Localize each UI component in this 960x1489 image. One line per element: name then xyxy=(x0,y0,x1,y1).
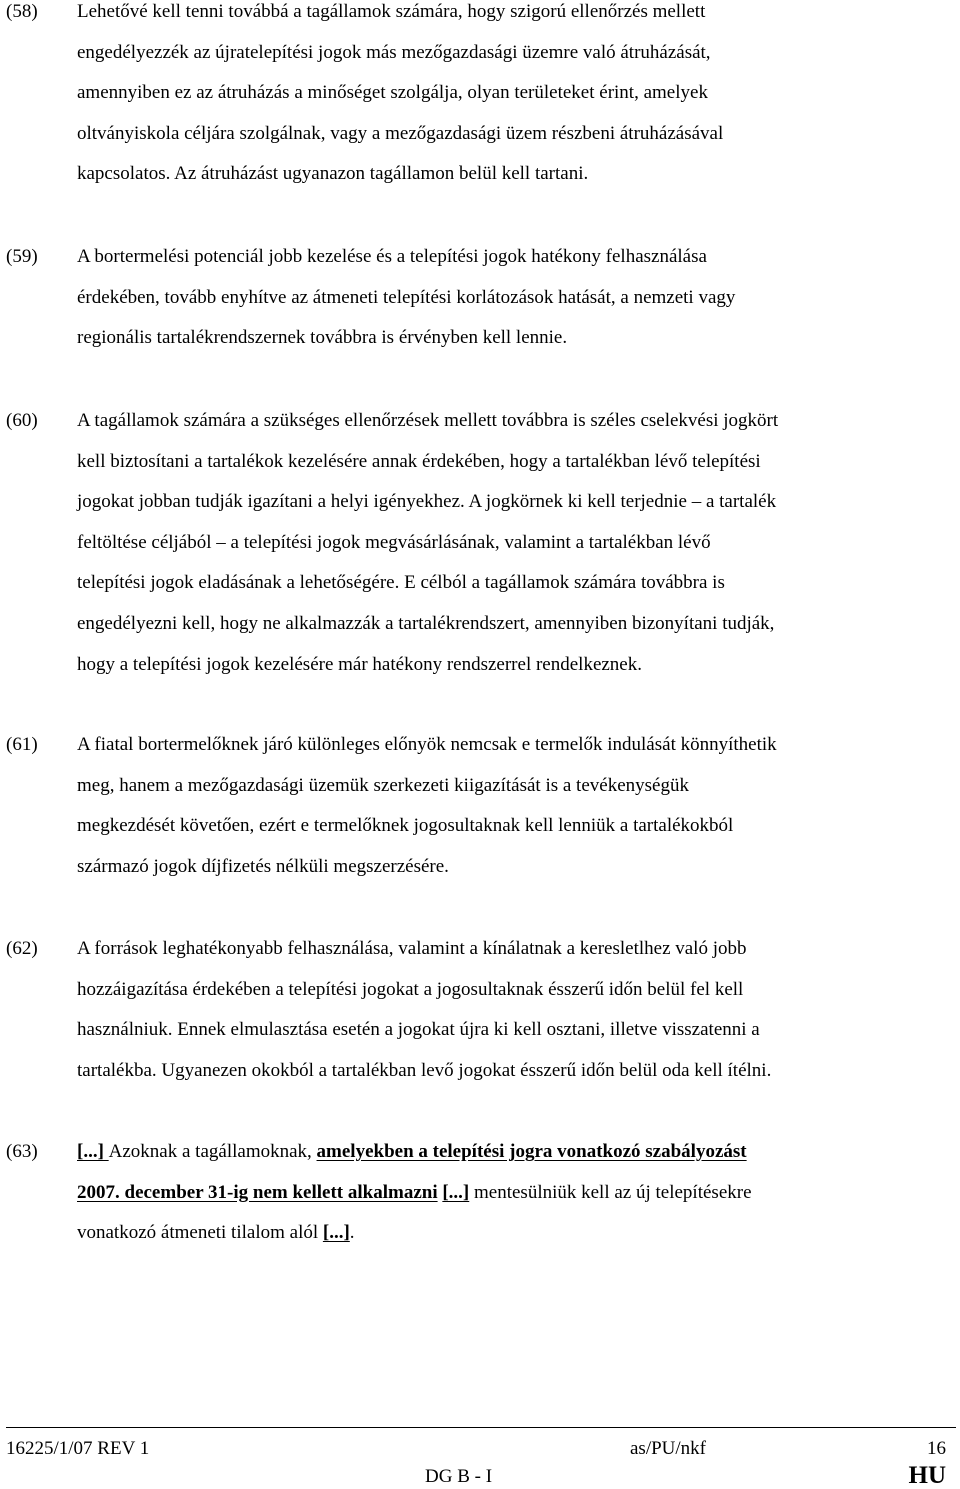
paragraph-number: (59) xyxy=(6,246,38,267)
deletion-marker: [...] xyxy=(442,1181,470,1203)
text-line: kell biztosítani a tartalékok kezelésére annak érdekében, hogy a tartalékban lévő telepítési xyxy=(77,450,761,472)
text-line: telepítési jogok eladásának a lehetőségére. E célból a tagállamok számára továbbra is xyxy=(77,572,725,594)
paragraph-63 xyxy=(6,1132,952,1254)
text-line: feltöltése céljából – a telepítési jogok megvásárlásának, valamint a tartalékban lévő xyxy=(77,531,711,553)
text-line: érdekében, tovább enyhítve az átmeneti telepítési korlátozások hatását, a nemzeti vagy xyxy=(77,286,736,308)
paragraph-61 xyxy=(6,725,952,887)
paragraph-number: (61) xyxy=(6,734,38,755)
deletion-marker: [...] xyxy=(77,1141,109,1162)
text-line: A források leghatékonyabb felhasználása, valamint a kínálatnak a keresletlhez való jobb xyxy=(77,938,747,959)
paragraph-text xyxy=(77,0,952,195)
paragraph-number: (58) xyxy=(6,1,38,22)
author-initials: as/PU/nkf xyxy=(630,1438,706,1459)
paragraph-62 xyxy=(6,929,952,1091)
paragraph-59 xyxy=(6,237,952,359)
document-code: 16225/1/07 REV 1 xyxy=(6,1438,150,1459)
paragraph-text xyxy=(77,725,952,887)
text-line: engedélyezni kell, hogy ne alkalmazzák a tartalékrendszert, amennyiben bizonyítani tudják, xyxy=(77,612,775,634)
text-line: kapcsolatos. Az átruházást ugyanazon tagállamon belül kell tartani. xyxy=(77,163,589,185)
text-run: mentesülniük kell az új telepítésekre xyxy=(469,1181,752,1203)
text-line: meg, hanem a mezőgazdasági üzemük szerkezeti kiigazítását is a tevékenységük xyxy=(77,774,689,796)
paragraph-text xyxy=(77,237,952,359)
language-code: HU xyxy=(908,1462,946,1489)
paragraph-text xyxy=(77,401,952,685)
text-line: regionális tartalékrendszernek továbbra is érvényben kell lennie. xyxy=(77,327,568,349)
paragraph-60 xyxy=(6,401,952,685)
text-line: megkezdését követően, ezért e termelőknek jogosultaknak kell lenniük a tartalékokból xyxy=(77,815,734,837)
text-line: A fiatal bortermelőknek járó különleges előnyök nemcsak e termelők indulását könnyíthetik xyxy=(77,734,777,755)
directorate: DG B - I xyxy=(425,1466,493,1487)
text-line: Lehetővé kell tenni továbbá a tagállamok számára, hogy szigorú ellenőrzés mellett xyxy=(77,1,706,22)
text-run: Azoknak a tagállamoknak, xyxy=(108,1141,317,1162)
paragraph-text xyxy=(77,929,952,1091)
amended-text: 2007. december 31-ig nem kellett alkalmazni xyxy=(77,1181,438,1203)
text-line: amennyiben ez az átruházás a minőséget szolgálja, olyan területeket érint, amelyek xyxy=(77,82,708,104)
footer-divider xyxy=(6,1427,956,1428)
paragraph-58 xyxy=(6,0,952,195)
text-run: . xyxy=(349,1222,355,1244)
text-line: jogokat jobban tudják igazítani a helyi igényekhez. A jogkörnek ki kell terjednie – a tartalék xyxy=(77,491,777,513)
page-number: 16 xyxy=(927,1438,946,1459)
paragraph-number: (62) xyxy=(6,938,38,959)
text-line: hogy a telepítési jogok kezelésére már hatékony rendszerrel rendelkeznek. xyxy=(77,653,642,675)
paragraph-number: (63) xyxy=(6,1141,38,1162)
text-line: használniuk. Ennek elmulasztása esetén a jogokat újra ki kell osztani, illetve visszatenni a xyxy=(77,1019,760,1041)
text-line: A tagállamok számára a szükséges ellenőrzések mellett továbbra is széles cselekvési jogkört xyxy=(77,410,779,431)
amended-text: amelyekben a telepítési jogra vonatkozó szabályozást xyxy=(316,1141,747,1162)
paragraph-number: (60) xyxy=(6,410,38,431)
text-line xyxy=(77,1173,952,1214)
text-run: vonatkozó átmeneti tilalom alól xyxy=(77,1222,323,1244)
text-line: tartalékba. Ugyanezen okokból a tartalékban levő jogokat ésszerű időn belül oda kell ítélni. xyxy=(77,1059,772,1081)
deletion-marker: [...] xyxy=(322,1222,350,1244)
paragraph-text xyxy=(77,1132,952,1254)
text-line: hozzáigazítása érdekében a telepítési jogokat a jogosultaknak ésszerű időn belül fel kell xyxy=(77,978,744,1000)
text-line: A bortermelési potenciál jobb kezelése és a telepítési jogok hatékony felhasználása xyxy=(77,246,707,267)
text-line: engedélyezzék az újratelepítési jogok más mezőgazdasági üzemre való átruházását, xyxy=(77,41,711,63)
text-line: oltványiskola céljára szolgálnak, vagy a mezőgazdasági üzem részbeni átruházásával xyxy=(77,122,724,144)
text-line xyxy=(77,1132,952,1173)
text-line: származó jogok díjfizetés nélküli megszerzésére. xyxy=(77,855,449,877)
text-line xyxy=(77,1213,952,1254)
